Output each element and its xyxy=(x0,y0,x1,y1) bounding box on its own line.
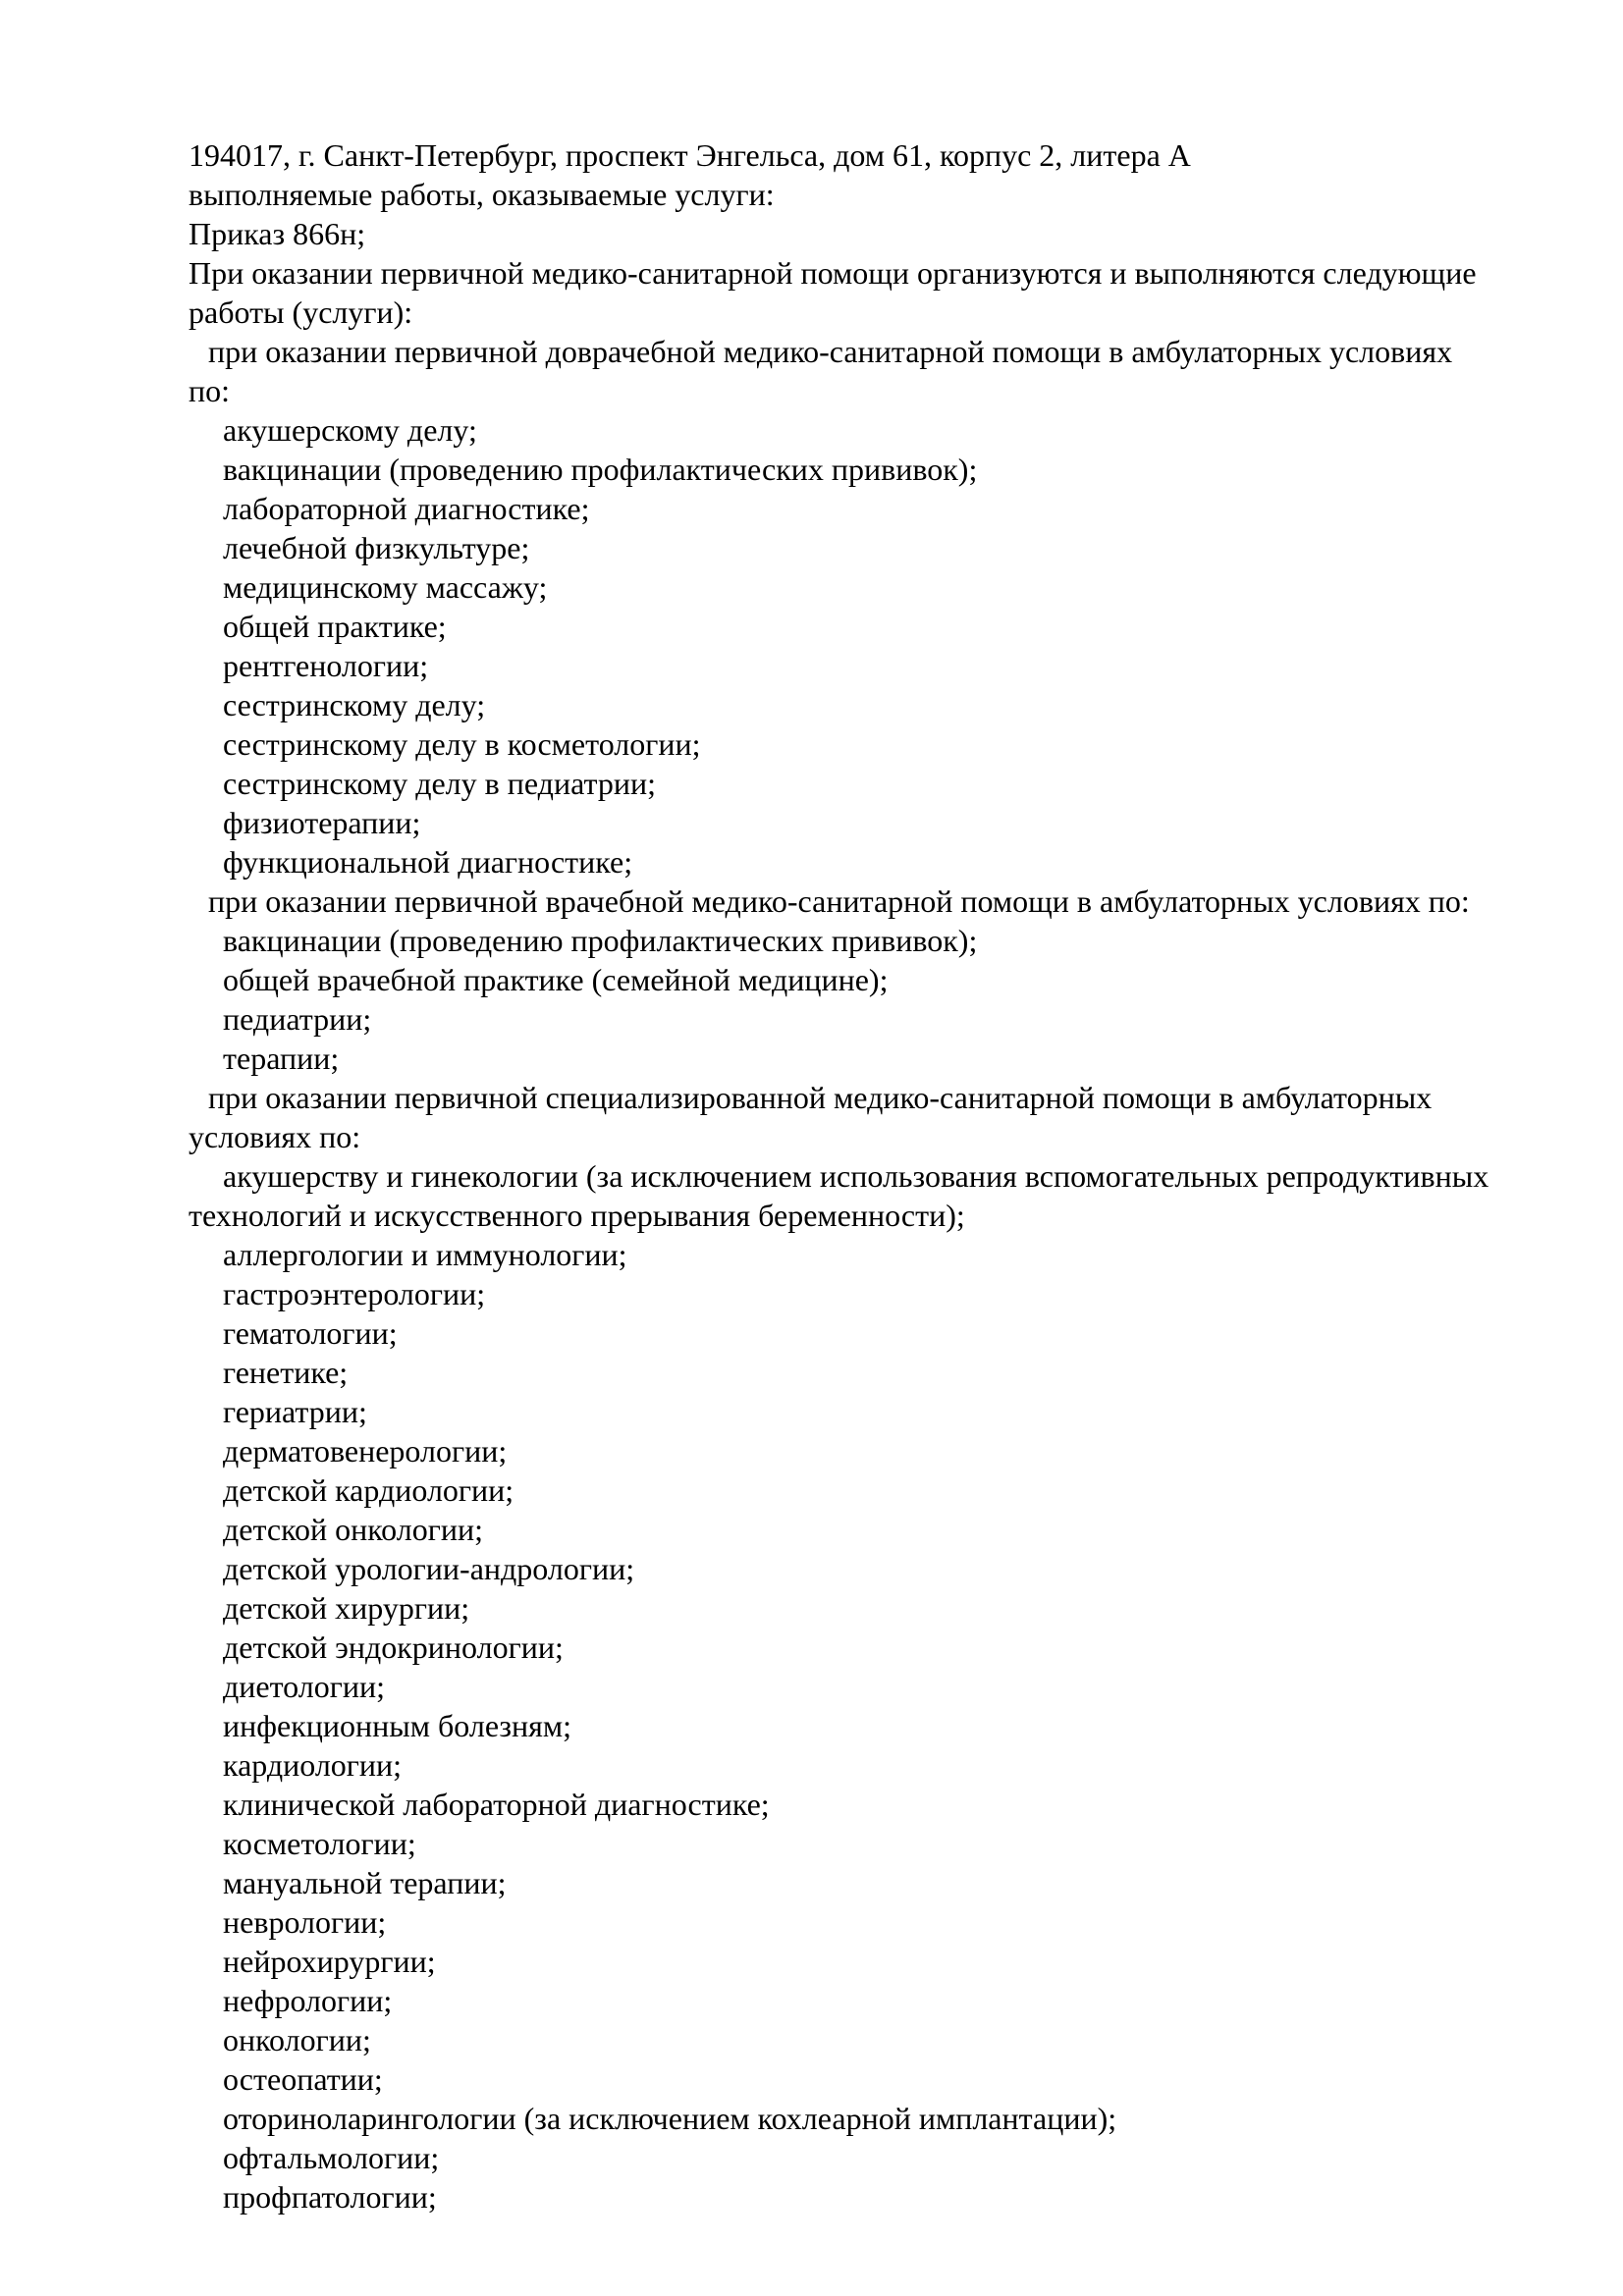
text-line: нейрохирургии; xyxy=(223,1944,436,1979)
text-line: общей практике; xyxy=(223,609,447,644)
text-line: гериатрии; xyxy=(223,1394,367,1429)
text-line: косметологии; xyxy=(223,1826,416,1861)
text-line: терапии; xyxy=(223,1041,340,1076)
text-line: клинической лабораторной диагностике; xyxy=(223,1787,770,1822)
text-line: мануальной терапии; xyxy=(223,1865,507,1900)
text-line: диетологии; xyxy=(223,1669,385,1704)
text-line: аллергологии и иммунологии; xyxy=(223,1237,627,1272)
text-line: вакцинации (проведению профилактических прививок); xyxy=(223,923,978,958)
text-line: технологий и искусственного прерывания беременности); xyxy=(189,1198,965,1233)
text-line: по: xyxy=(189,373,231,408)
text-line: функциональной диагностике; xyxy=(223,844,633,880)
text-line: условиях по: xyxy=(189,1119,361,1154)
text-line: сестринскому делу в педиатрии; xyxy=(223,766,656,801)
text-line: Приказ 866н; xyxy=(189,216,366,251)
text-line: офтальмологии; xyxy=(223,2140,440,2175)
text-line: детской урологии-андрологии; xyxy=(223,1551,635,1586)
text-line: детской кардиологии; xyxy=(223,1472,514,1508)
text-line: акушерству и гинекологии (за исключением использования вспомогательных репродуктивных xyxy=(223,1158,1489,1194)
text-line: выполняемые работы, оказываемые услуги: xyxy=(189,177,775,212)
text-line: при оказании первичной специализированной медико-санитарной помощи в амбулаторных xyxy=(208,1080,1433,1115)
text-line: нефрологии; xyxy=(223,1983,393,2018)
text-line: при оказании первичной врачебной медико-санитарной помощи в амбулаторных условиях по: xyxy=(208,883,1470,919)
text-line: детской хирургии; xyxy=(223,1590,470,1626)
text-line: 194017, г. Санкт-Петербург, проспект Энгельса, дом 61, корпус 2, литера А xyxy=(189,137,1191,173)
text-line: акушерскому делу; xyxy=(223,412,477,448)
text-line: детской эндокринологии; xyxy=(223,1629,564,1665)
text-line: лабораторной диагностике; xyxy=(223,491,590,526)
text-line: вакцинации (проведению профилактических прививок); xyxy=(223,452,978,487)
text-line: генетике; xyxy=(223,1355,349,1390)
text-line: остеопатии; xyxy=(223,2061,383,2097)
text-line: физиотерапии; xyxy=(223,805,421,840)
text-line: оториноларингологии (за исключением кохлеарной имплантации); xyxy=(223,2101,1117,2136)
text-line: неврологии; xyxy=(223,1904,387,1940)
text-line: онкологии; xyxy=(223,2022,371,2057)
text-line: рентгенологии; xyxy=(223,648,429,683)
text-line: гастроэнтерологии; xyxy=(223,1276,486,1311)
text-line: дерматовенерологии; xyxy=(223,1433,508,1468)
text-line: лечебной физкультуре; xyxy=(223,530,530,565)
text-line: гематологии; xyxy=(223,1315,398,1351)
text-line: детской онкологии; xyxy=(223,1512,483,1547)
text-line: профпатологии; xyxy=(223,2179,437,2215)
document-body xyxy=(189,135,1535,2216)
text-line: кардиологии; xyxy=(223,1747,403,1783)
text-line: При оказании первичной медико-санитарной помощи организуются и выполняются следующие xyxy=(189,255,1477,291)
text-line: общей врачебной практике (семейной медицине); xyxy=(223,962,889,997)
text-line: инфекционным болезням; xyxy=(223,1708,572,1743)
text-line: работы (услуги): xyxy=(189,294,413,330)
text-line: сестринскому делу в косметологии; xyxy=(223,726,701,762)
text-line: при оказании первичной доврачебной медико-санитарной помощи в амбулаторных условиях xyxy=(208,334,1453,369)
text-line: педиатрии; xyxy=(223,1001,372,1037)
text-line: сестринскому делу; xyxy=(223,687,486,722)
text-line: медицинскому массажу; xyxy=(223,569,548,605)
